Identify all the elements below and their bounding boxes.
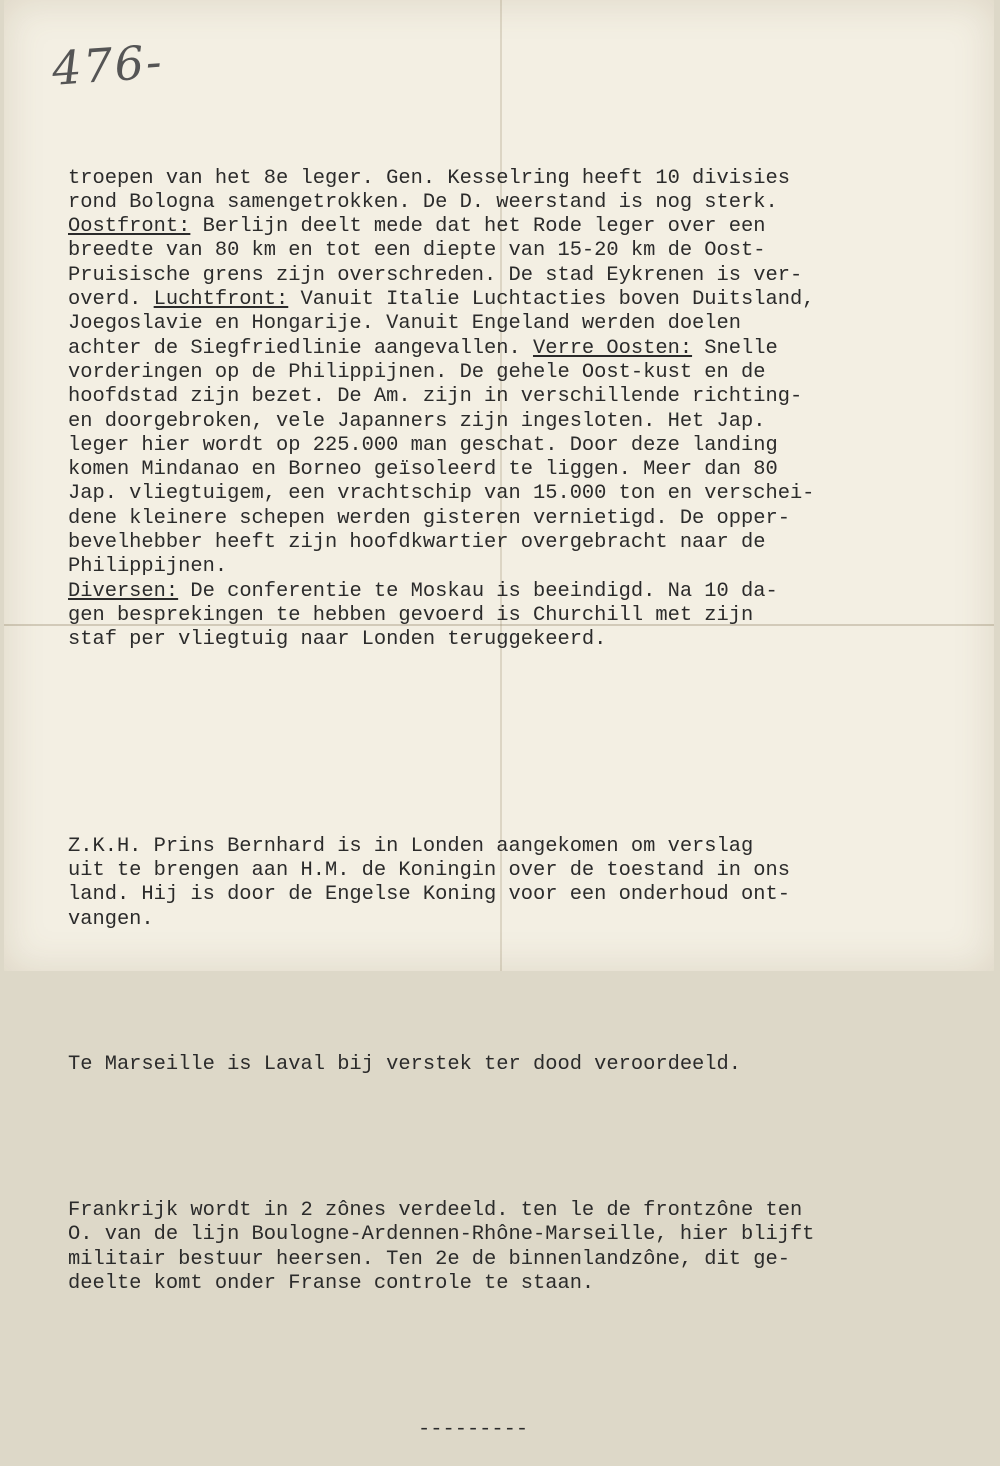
text-run: leger hier wordt op 225.000 man geschat. Door deze landing xyxy=(68,433,778,457)
news-section-bernhard xyxy=(68,835,968,932)
text-run: komen Mindanao en Borneo geïsoleerd te liggen. Meer dan 80 xyxy=(68,458,778,482)
text-line xyxy=(68,191,968,215)
text-line xyxy=(68,580,968,604)
text-run: vangen. xyxy=(68,907,154,931)
handwritten-page-number: 476- xyxy=(50,34,166,96)
news-section-frankrijk xyxy=(68,1199,968,1296)
text-line xyxy=(68,1199,968,1223)
text-run: Joegoslavie en Hongarije. Vanuit Engeland werden doelen xyxy=(68,312,742,336)
text-run: en doorgebroken, vele Japanners zijn ingesloten. Het Jap. xyxy=(68,409,766,433)
text-run: Jap. vliegtuigem, een vrachtschip van 15.000 ton en verschei- xyxy=(68,482,815,506)
text-line xyxy=(68,883,968,907)
text-run: De conferentie te Moskau is beeindigd. Na 10 da- xyxy=(178,579,778,603)
text-line xyxy=(68,482,968,506)
text-run: Te Marseille is Laval bij verstek ter dood veroordeeld. xyxy=(68,1053,742,1077)
text-line xyxy=(68,1272,968,1296)
closing-rule: --------- xyxy=(418,1417,529,1441)
text-run: Philippijnen. xyxy=(68,555,228,579)
text-line xyxy=(68,835,968,859)
section-heading: Diversen: xyxy=(68,579,179,603)
text-line xyxy=(68,337,968,361)
text-line xyxy=(68,239,968,263)
text-run: land. Hij is door de Engelse Koning voor een onderhoud ont- xyxy=(68,883,790,907)
text-line xyxy=(68,507,968,531)
text-run: achter de Siegfriedlinie aangevallen. xyxy=(68,336,533,360)
text-line xyxy=(68,1223,968,1247)
text-line xyxy=(68,385,968,409)
text-run: staf per vliegtuig naar Londen teruggekeerd. xyxy=(68,628,607,652)
text-run: breedte van 80 km en tot een diepte van 15-20 km de Oost- xyxy=(68,239,766,263)
section-heading: Oostfront: xyxy=(68,215,191,239)
text-line xyxy=(68,628,968,652)
text-run: troepen van het 8e leger. Gen. Kesselring heeft 10 divisies xyxy=(68,166,790,190)
text-line xyxy=(68,604,968,628)
news-section-fronts xyxy=(68,167,968,653)
text-line xyxy=(68,531,968,555)
text-line xyxy=(68,215,968,239)
news-section-laval xyxy=(68,1053,968,1077)
text-line xyxy=(68,410,968,434)
text-line xyxy=(68,361,968,385)
text-line xyxy=(68,434,968,458)
section-heading: Verre Oosten: xyxy=(532,336,693,360)
text-run: bevelhebber heeft zijn hoofdkwartier overgebracht naar de xyxy=(68,531,766,555)
text-line xyxy=(68,1248,968,1272)
text-run: deelte komt onder Franse controle te staan. xyxy=(68,1271,595,1295)
text-run: rond Bologna samengetrokken. De D. weerstand is nog sterk. xyxy=(68,190,778,214)
text-run: Frankrijk wordt in 2 zônes verdeeld. ten le de frontzône ten xyxy=(68,1199,803,1223)
text-run: Berlijn deelt mede dat het Rode leger over een xyxy=(190,215,766,239)
section-heading: Luchtfront: xyxy=(153,288,289,312)
text-line xyxy=(68,908,968,932)
text-line xyxy=(68,167,968,191)
text-line xyxy=(68,1053,968,1077)
text-run: dene kleinere schepen werden gisteren vernietigd. De opper- xyxy=(68,506,790,530)
text-line xyxy=(68,264,968,288)
text-run: vorderingen op de Philippijnen. De gehele Oost-kust en de xyxy=(68,360,766,384)
text-line xyxy=(68,288,968,312)
text-line xyxy=(68,555,968,579)
text-run: Z.K.H. Prins Bernhard is in Londen aangekomen om verslag xyxy=(68,834,754,858)
text-run: Vanuit Italie Luchtacties boven Duitsland, xyxy=(288,288,815,312)
text-run: overd. xyxy=(68,288,154,312)
text-line xyxy=(68,859,968,883)
text-line xyxy=(68,458,968,482)
text-run: hoofdstad zijn bezet. De Am. zijn in verschillende richting- xyxy=(68,385,803,409)
text-line xyxy=(68,312,968,336)
text-run: gen besprekingen te hebben gevoerd is Churchill met zijn xyxy=(68,603,754,627)
typed-text-body xyxy=(68,118,968,1466)
text-run: militair bestuur heersen. Ten 2e de binnenlandzône, dit ge- xyxy=(68,1247,790,1271)
text-run: uit te brengen aan H.M. de Koningin over de toestand in ons xyxy=(68,858,790,882)
text-run: O. van de lijn Boulogne-Ardennen-Rhône-Marseille, hier blijft xyxy=(68,1223,815,1247)
text-run: Snelle xyxy=(692,336,778,360)
text-run: Pruisische grens zijn overschreden. De stad Eykrenen is ver- xyxy=(68,263,803,287)
